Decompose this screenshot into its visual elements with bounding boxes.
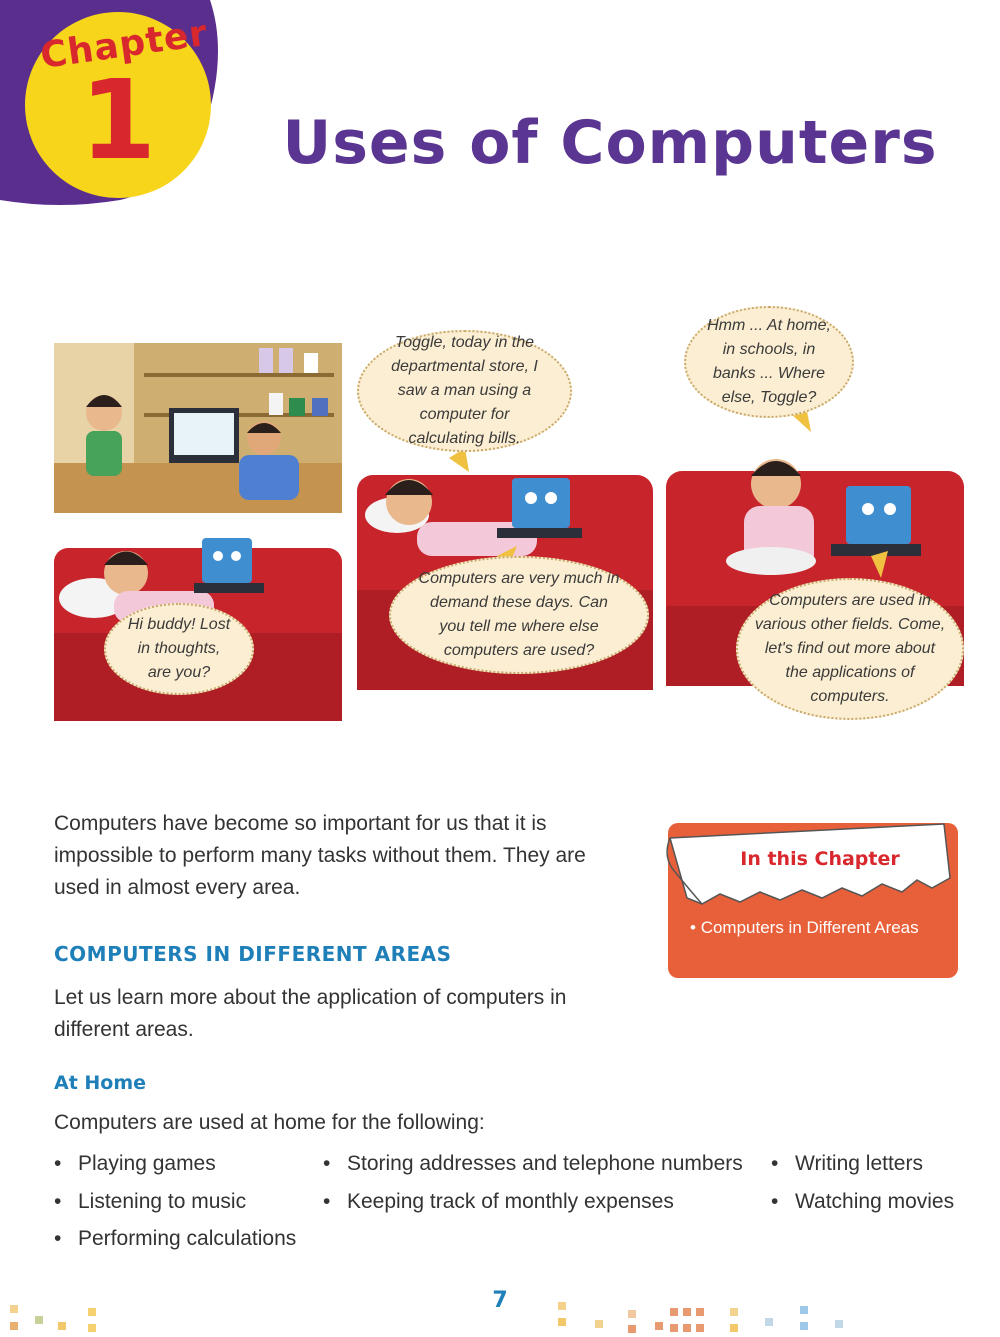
- at-home-lead: Computers are used at home for the following:: [54, 1111, 485, 1134]
- in-this-chapter-item: [690, 915, 940, 940]
- comic-panel-3: [666, 306, 964, 721]
- chapter-label: Chapter: [37, 12, 211, 77]
- chapter-number: 1: [79, 56, 157, 184]
- list-item: • Storing addresses and telephone numbers: [323, 1150, 743, 1178]
- section-paragraph: Let us learn more about the application of computers in different areas.: [54, 986, 567, 1041]
- page-title: Uses of Computers: [282, 108, 938, 178]
- intro-paragraph: Computers have become so important for us that it is impossible to perform many tasks without them. They are used in almost every area.: [54, 812, 586, 899]
- subheading-at-home: At Home: [54, 1072, 147, 1094]
- list-item: • Keeping track of monthly expenses: [323, 1188, 674, 1216]
- list-item: • Playing games: [54, 1150, 216, 1178]
- list-item: • Listening to music: [54, 1188, 246, 1216]
- bullet-glyph: •: [690, 918, 701, 937]
- list-item: • Writing letters: [771, 1150, 923, 1178]
- list-item: • Watching movies: [771, 1188, 954, 1216]
- comic-panel-2: [357, 330, 653, 710]
- speech-bubble-4: Hmm ... At home, in schools, in banks ... Where else, Toggle?: [684, 306, 854, 418]
- in-this-chapter-item-label: Computers in Different Areas: [700, 918, 919, 937]
- speech-bubble-1: Hi buddy! Lost in thoughts, are you?: [104, 603, 254, 695]
- speech-bubble-2: Toggle, today in the departmental store, I saw a man using a computer for calculating bills.: [357, 330, 572, 452]
- speech-bubble-3: Computers are very much in demand these days. Can you tell me where else computers are used?: [389, 556, 649, 674]
- in-this-chapter-title: In this Chapter: [740, 848, 900, 870]
- list-item: • Performing calculations: [54, 1225, 296, 1253]
- comic-panel-1: [54, 343, 342, 721]
- speech-bubble-5: Computers are used in various other fields. Come, let's find out more about the applications of computers.: [736, 578, 964, 720]
- page-number: 7: [492, 1288, 508, 1313]
- section-heading: COMPUTERS IN DIFFERENT AREAS: [54, 942, 452, 966]
